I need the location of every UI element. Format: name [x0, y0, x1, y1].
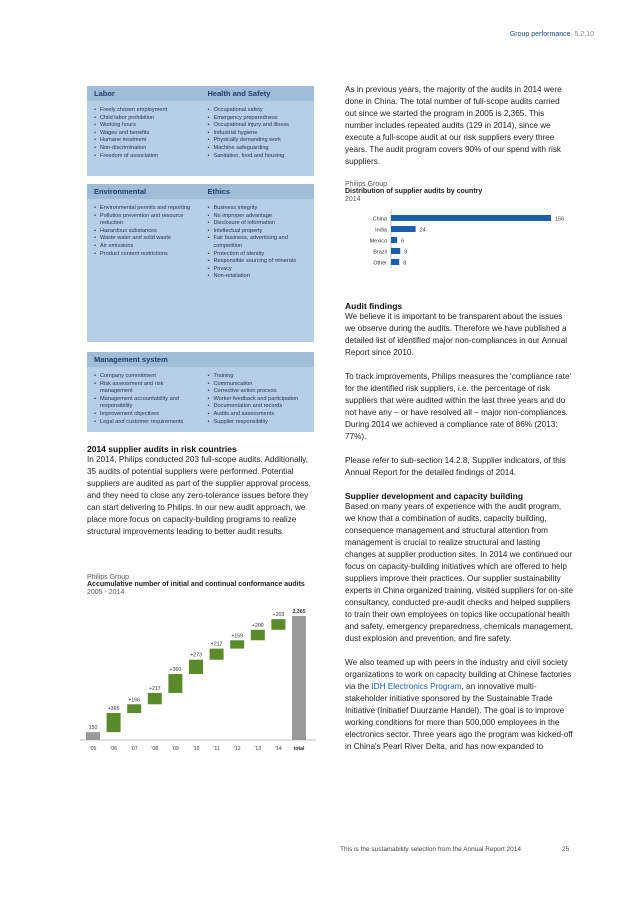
bar	[391, 237, 397, 243]
waterfall-bar	[168, 674, 182, 693]
waterfall-meta	[87, 574, 313, 596]
waterfall-category-label: '05	[89, 746, 97, 752]
list-item: • Company commitment	[94, 373, 197, 381]
page-footer	[340, 846, 570, 853]
waterfall-category-label: '13	[254, 746, 262, 752]
list-item: • Freedom of association	[94, 153, 197, 161]
labor-health-box	[87, 86, 314, 176]
list-item: • Waste water and solid waste	[94, 235, 197, 243]
labor-title: Labor	[94, 89, 115, 98]
waterfall-value-label: +360	[169, 667, 182, 674]
list-item: • Management accountability and responsibility	[94, 396, 197, 411]
waterfall-bar	[271, 619, 285, 630]
bar	[391, 215, 551, 221]
supplier-audits-title: 2014 supplier audits in risk countries	[87, 444, 237, 454]
page-header	[510, 31, 594, 38]
supplier-audits-section	[87, 444, 313, 538]
bar-meta	[345, 181, 573, 203]
box-header	[87, 352, 314, 367]
list-item: • Privacy	[208, 266, 311, 274]
list-item: • Disclosure of information	[208, 220, 311, 228]
list-item: • Legal and customer requirements	[94, 419, 197, 427]
list-item: • Audits and assessments	[208, 411, 311, 419]
management-title: Management system	[94, 355, 168, 364]
waterfall-bar	[189, 660, 203, 674]
waterfall-bar	[210, 649, 224, 660]
management-box	[87, 352, 314, 432]
waterfall-chart	[80, 608, 318, 760]
list-item: • Fair business, advertising and competition	[208, 235, 311, 250]
value-label: 6	[401, 238, 405, 245]
list-item: • Pollution prevention and resource reduction	[94, 213, 197, 228]
list-item: • Business integrity	[208, 205, 311, 213]
supplier-dev-p1: Based on many years of experience with the audit program, we know that a combination of audits, capacity building, consequence management and structural attention from management is crucial to realize structural and lasting changes at supplier production sites. In 2014 we continued our focus on capacity-building initiatives which are offered to help suppliers improve their practices. Our supplier sustainability experts in China organized training, visited suppliers for on-site consultancy, conducted pre-audit checks and helped suppliers to train their own employees on topics like occupational health and safety, emergency preparedness, chemicals management, dust explosion and prevention, and fire safety.	[345, 502, 574, 643]
waterfall-category-label: '14	[275, 746, 282, 752]
list-item: • Wages and benefits	[94, 130, 197, 138]
list-item: • Intellectual property	[208, 228, 311, 236]
list-item: • Machine safeguarding	[208, 145, 311, 153]
list-item: • Protection of identity	[208, 251, 311, 259]
category-label: China	[372, 216, 387, 223]
list-item: • Physically demanding work	[208, 137, 311, 145]
category-label: Other	[373, 260, 387, 267]
bar	[391, 226, 416, 232]
bar-source: Philips Group	[345, 181, 388, 188]
list-item: • Occupational safety	[208, 107, 311, 115]
environmental-ethics-box	[87, 184, 314, 342]
page-number: 25	[562, 846, 570, 853]
header-section: 5.2.10	[574, 31, 594, 38]
waterfall-bar	[148, 693, 162, 704]
waterfall-bar	[251, 630, 265, 640]
audit-findings-p2: To track improvements, Philips measures the 'compliance rate' for the identified risk suppliers, i.e. the percentage of risk suppliers that were audited within the last three years and do not have any – or have resolved all – major non-compliances. During 2014 we achieved a compliance rate of 86% (2013: 77%).	[345, 372, 572, 441]
health-list	[201, 107, 315, 160]
management-list-left	[87, 373, 201, 426]
bar-year: 2014	[345, 196, 361, 203]
waterfall-category-label: '12	[233, 746, 241, 752]
footer-note: This is the sustainability selection from the Annual Report 2014	[340, 846, 522, 853]
bar-title: Distribution of supplier audits by country	[345, 188, 483, 195]
header-title: Group performance	[509, 31, 571, 38]
waterfall-value-label: +159	[231, 633, 244, 640]
ethics-list	[201, 205, 315, 281]
audit-findings-title: Audit findings	[345, 301, 403, 311]
bar	[391, 259, 399, 265]
value-label: 8	[403, 260, 407, 267]
waterfall-bar	[292, 616, 306, 740]
waterfall-category-label: '11	[213, 746, 220, 752]
list-item: • Improvement objectives	[94, 411, 197, 419]
list-item: • Humane treatment	[94, 137, 197, 145]
supplier-dev-p2-after: , an innovative multi-stakeholder initiative sponsored by the Sustainable Trade Initiative (Initiatief Duurzame Handel). The goal is to improve working conditions for more than 500,000 employees in the electronics sector. Three years ago the program was kicked-off in China's Pearl River Delta, and has now expanded to	[345, 682, 573, 751]
ethics-title: Ethics	[207, 187, 231, 196]
waterfall-value-label: +200	[251, 622, 264, 629]
waterfall-value-label: 2,365	[292, 609, 306, 615]
value-label: 9	[404, 249, 408, 256]
list-item: • Occupational injury and illness	[208, 122, 311, 130]
waterfall-category-label: '09	[172, 746, 179, 752]
list-item: • Hazardous substances	[94, 228, 197, 236]
audit-findings-section	[345, 301, 573, 753]
list-item: • Sanitation, food and housing	[208, 153, 311, 161]
list-item: • Corrective action process	[208, 388, 311, 396]
audit-intro	[345, 84, 573, 168]
idh-program-link[interactable]: IDH Electronics Program	[371, 682, 462, 691]
category-label: Brazil	[373, 249, 387, 256]
labor-list	[87, 107, 201, 160]
list-item: • Training	[208, 373, 311, 381]
waterfall-category-label: '08	[151, 746, 159, 752]
audit-intro-text: As in previous years, the majority of the audits in 2014 were done in China. The total number of full-scope audits carried out since we started the program in 2005 is 2,365. This number includes repeated audits (129 in 2014), since we execute a full-scope audit at our risk suppliers every three years. The audit program covers 90% of our spend with risk suppliers.	[345, 85, 562, 166]
list-item: • Working hours	[94, 122, 197, 130]
list-item: • Documentation and records	[208, 403, 311, 411]
waterfall-bar	[230, 640, 244, 648]
value-label: 156	[555, 216, 565, 223]
environmental-title: Environmental	[94, 187, 147, 196]
list-item: • Industrial hygiene	[208, 130, 311, 138]
waterfall-value-label: +273	[190, 652, 202, 659]
waterfall-bar	[86, 732, 100, 740]
list-item: • Child labor prohibition	[94, 115, 197, 123]
list-item: • Supplier responsibility	[208, 419, 311, 427]
environmental-list	[87, 205, 201, 281]
list-item: • Product content restrictions	[94, 251, 197, 259]
supplier-audits-body: In 2014, Philips conducted 203 full-scope audits. Additionally, 35 audits of potential suppliers were performed. Potential suppliers are audited as part of the supplier approval process, and they need to close any zero-tolerance issues before they can start delivering to Philips. In our new audit approach, we place more focus on capacity-building programs to realize structural improvements leading to better audit results.	[87, 455, 311, 536]
box-header	[87, 184, 314, 199]
waterfall-category-label: '07	[130, 746, 138, 752]
category-label: Mexico	[369, 238, 387, 245]
list-item: • Non-discrimination	[94, 145, 197, 153]
waterfall-source: Philips Group	[87, 574, 130, 581]
waterfall-category-label: '10	[192, 746, 200, 752]
waterfall-category-label: total	[293, 746, 305, 752]
list-item: • Worker feedback and participation	[208, 396, 311, 404]
waterfall-category-label: '06	[110, 746, 117, 752]
waterfall-value-label: 150	[88, 725, 98, 732]
audit-findings-p1: We believe it is important to be transparent about the issues we observe during the audits. Therefore we have published a detailed list of identified major non-compliances in our Annual Report since 2010.	[345, 312, 568, 357]
waterfall-value-label: +217	[148, 685, 161, 692]
supplier-dev-p2-before: We also teamed up with peers in the industry and civil society organizations to work on capacity building at Chinese factories via the	[345, 658, 572, 691]
value-label: 24	[419, 227, 426, 234]
list-item: • No improper advantage	[208, 213, 311, 221]
waterfall-title: Accumulative number of initial and continual conformance audits	[87, 581, 305, 588]
waterfall-value-label: +203	[272, 612, 285, 619]
list-item: • Communication	[208, 381, 311, 389]
box-header	[87, 86, 314, 101]
country-bar-chart	[345, 209, 573, 291]
audit-findings-p3: Please refer to sub-section 14.2.8, Supplier indicators, of this Annual Report for the detailed findings of 2014.	[345, 456, 566, 477]
list-item: • Air emissions	[94, 243, 197, 251]
list-item: • Freely chosen employment	[94, 107, 197, 115]
list-item: • Emergency preparedness	[208, 115, 311, 123]
management-list-right	[201, 373, 315, 426]
supplier-dev-title: Supplier development and capacity building	[345, 491, 524, 501]
list-item: • Risk assessment and risk management	[94, 381, 197, 396]
list-item: • Environmental permits and reporting	[94, 205, 197, 213]
waterfall-bar	[127, 704, 141, 713]
bar	[391, 248, 400, 254]
list-item: • Responsible sourcing of minerals	[208, 258, 311, 266]
waterfall-value-label: +166	[128, 697, 141, 704]
list-item: • Non-retaliation	[208, 273, 311, 281]
health-title: Health and Safety	[207, 89, 271, 98]
waterfall-value-label: +212	[210, 641, 223, 648]
supplier-dev-p2	[345, 657, 573, 753]
waterfall-bar	[107, 713, 121, 732]
waterfall-value-label: +365	[107, 705, 120, 712]
waterfall-range: 2005 - 2014	[87, 589, 125, 596]
category-label: India	[375, 227, 387, 234]
